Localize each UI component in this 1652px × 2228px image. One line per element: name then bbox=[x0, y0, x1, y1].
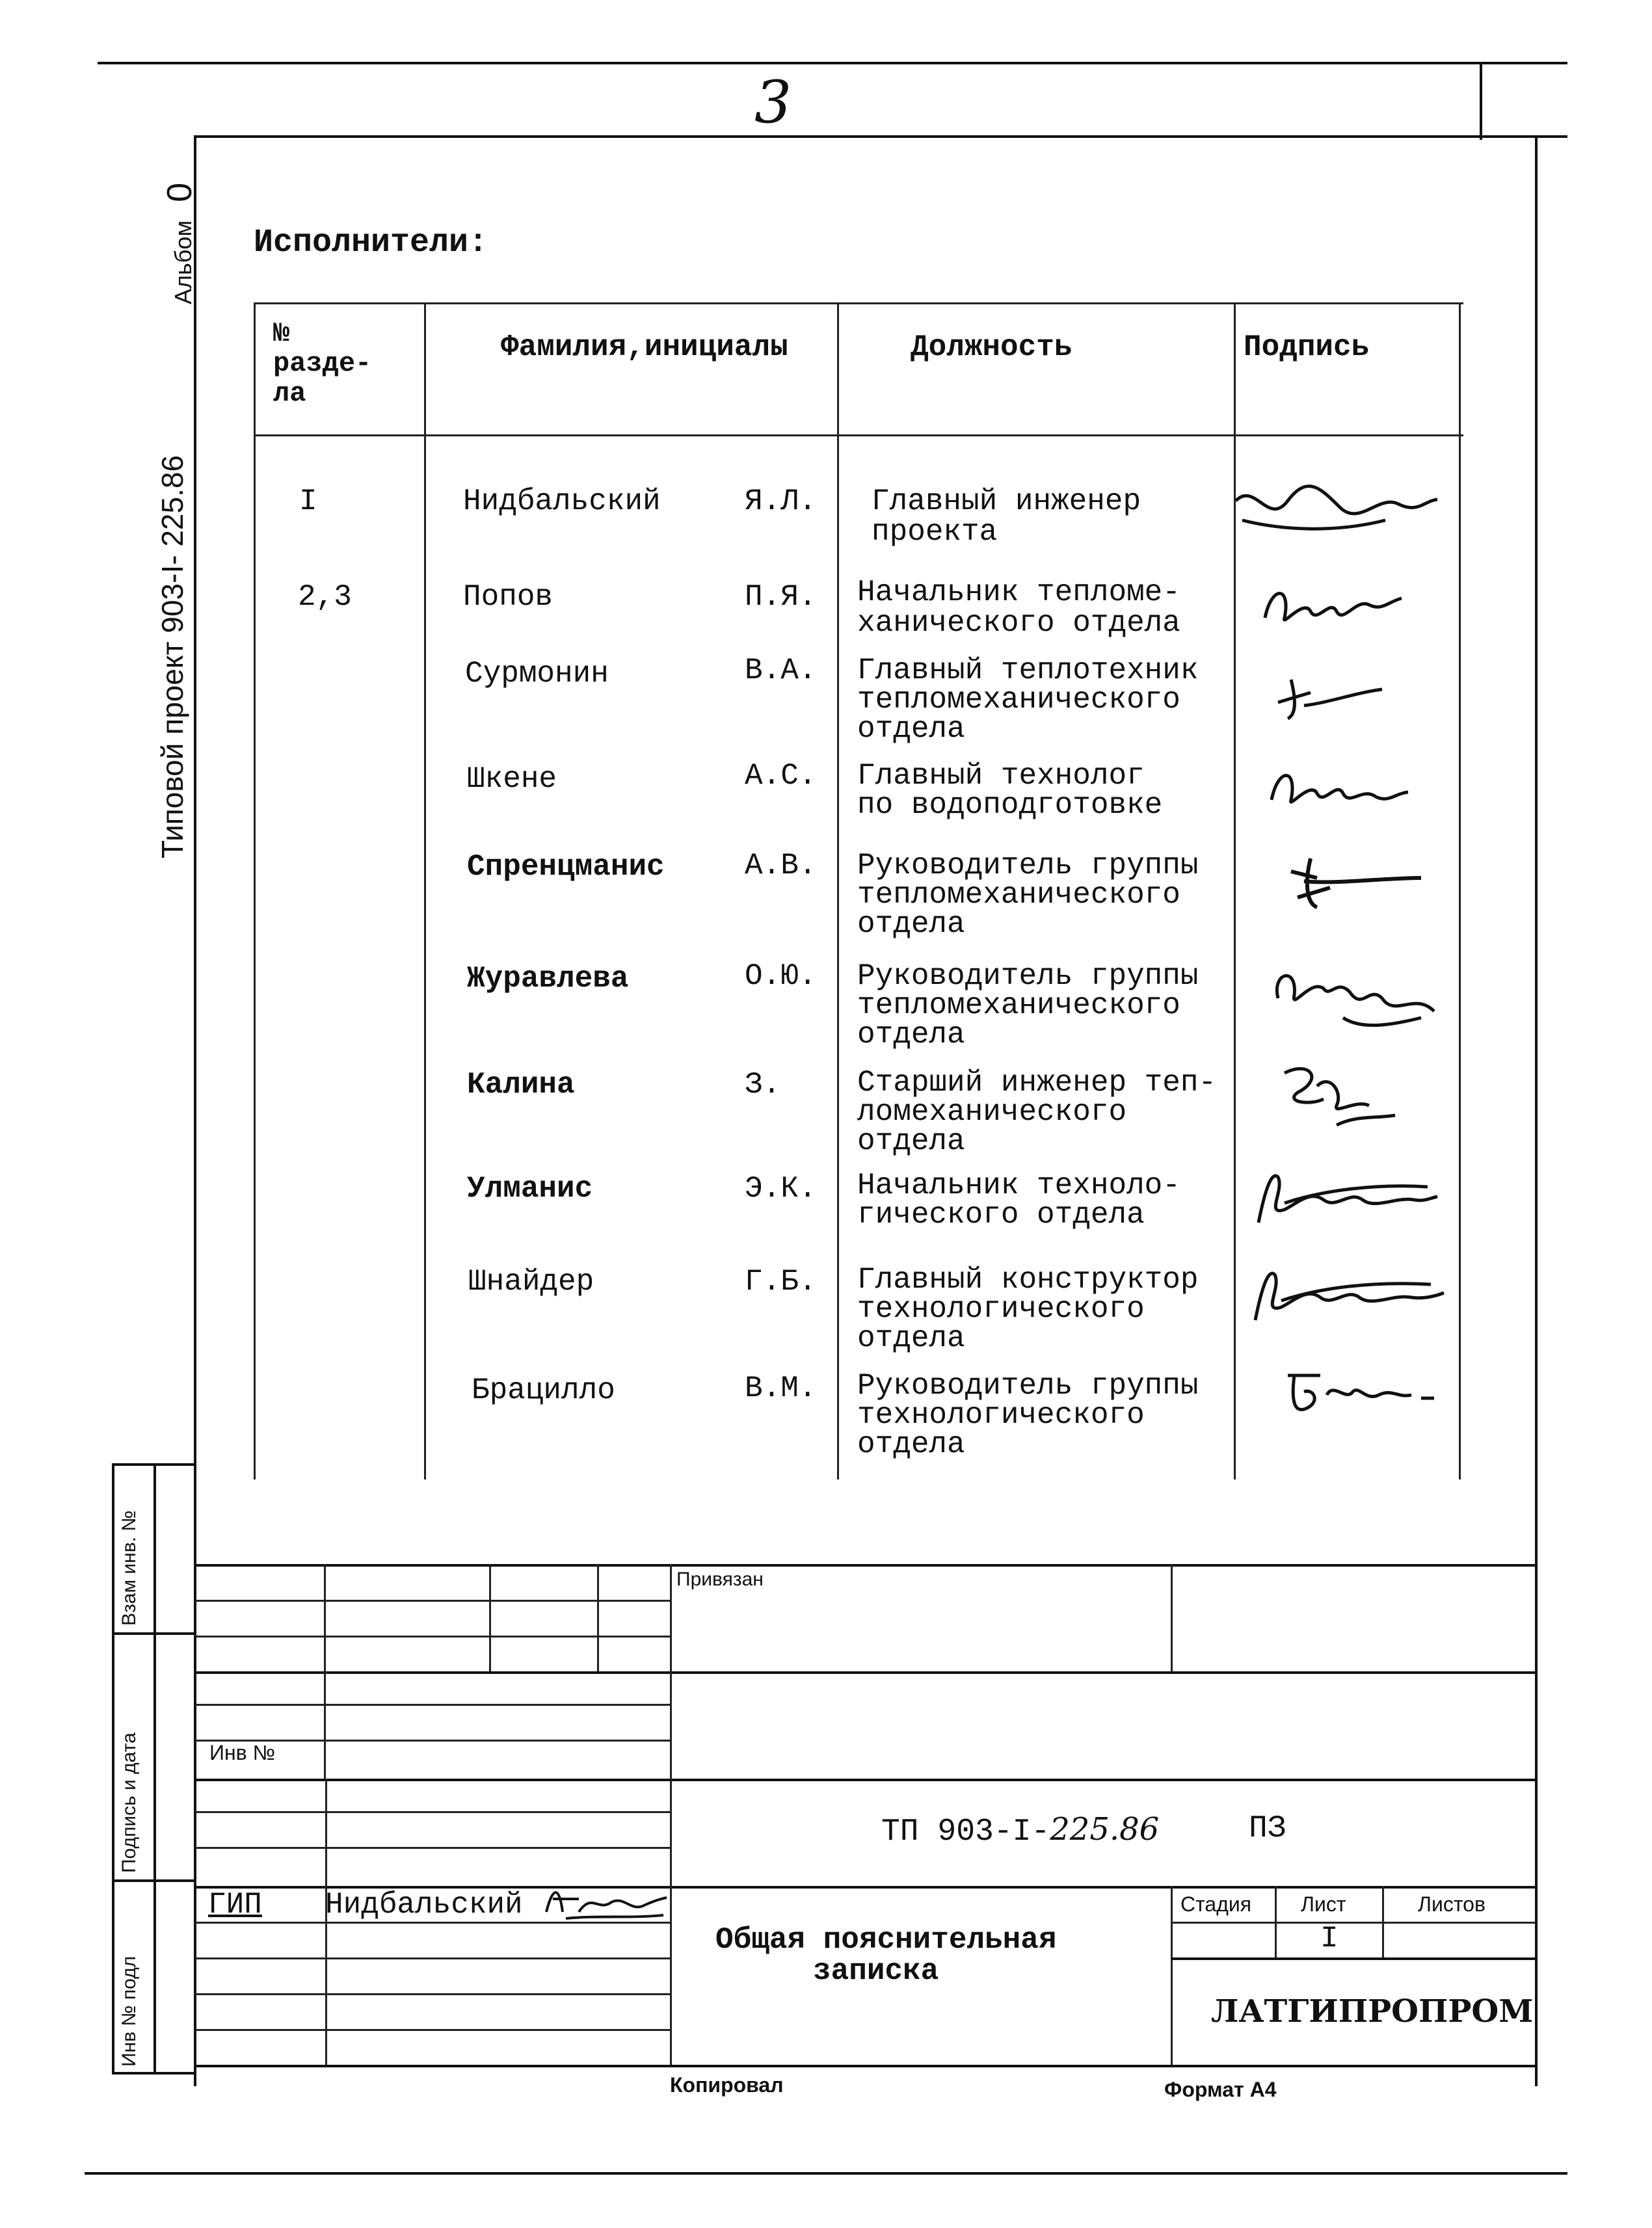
stamp-line bbox=[195, 1811, 670, 1813]
signature-image bbox=[1265, 667, 1395, 725]
list-label: Лист bbox=[1301, 1892, 1346, 1916]
stamp-col-line bbox=[489, 1564, 491, 1671]
row-position-line: ханического отдела bbox=[857, 606, 1180, 640]
signature-image bbox=[1242, 1262, 1450, 1333]
row-surname: Журавлева bbox=[467, 962, 629, 996]
document-code-handwritten: 225.86 bbox=[1050, 1811, 1160, 1848]
row-section: 2,3 bbox=[298, 580, 352, 614]
stadiya-label: Стадия bbox=[1180, 1892, 1252, 1916]
row-initials: А.В. bbox=[745, 849, 817, 882]
side-stamp-mid-line bbox=[153, 1463, 156, 2075]
signature-image bbox=[1246, 1164, 1441, 1236]
album-number: 0 bbox=[160, 182, 199, 202]
row-initials: В.М. bbox=[745, 1372, 817, 1405]
row-surname: Улманис bbox=[467, 1172, 593, 1206]
format-label: Формат А4 bbox=[1164, 2078, 1277, 2101]
table-col-line-4 bbox=[1459, 302, 1461, 1479]
row-position-line: Руководитель группы bbox=[857, 959, 1199, 993]
inv-podl-label: Инв № подл bbox=[118, 1956, 140, 2067]
side-stamp-line-1 bbox=[112, 1632, 196, 1635]
frame-top-line bbox=[195, 135, 1567, 138]
row-position-line: отдела bbox=[857, 712, 965, 746]
row-initials: П.Я. bbox=[745, 580, 817, 614]
row-initials: А.С. bbox=[745, 759, 817, 793]
top-border-line bbox=[98, 62, 1567, 64]
row-initials: В.А. bbox=[745, 654, 817, 687]
row-position-line: тепломеханического bbox=[857, 878, 1180, 912]
document-mark: ПЗ bbox=[1249, 1811, 1286, 1846]
side-stamp-top-line bbox=[112, 1463, 196, 1466]
top-right-divider bbox=[1480, 62, 1482, 140]
row-initials: Э.К. bbox=[745, 1172, 817, 1206]
side-stamp-left-line bbox=[112, 1463, 114, 2075]
stamp-line bbox=[195, 1993, 670, 1995]
header-position: Должность bbox=[911, 330, 1072, 364]
signature-image bbox=[1265, 959, 1447, 1044]
table-header-bottom-line bbox=[254, 434, 1463, 436]
row-position-line: Главный теплотехник bbox=[857, 654, 1199, 687]
row-position-line: Начальник тепломе- bbox=[857, 576, 1180, 609]
stamp-line bbox=[195, 1779, 1535, 1781]
stamp-line bbox=[1171, 1922, 1535, 1924]
row-position-line: тепломеханического bbox=[857, 988, 1180, 1022]
list-value: I bbox=[1320, 1922, 1339, 1956]
executors-heading: Исполнители: bbox=[254, 224, 488, 261]
table-col-line-1 bbox=[424, 302, 426, 1479]
row-position-line: Главный конструктор bbox=[857, 1263, 1199, 1297]
row-position-line: технологического bbox=[857, 1398, 1145, 1432]
row-initials: О.Ю. bbox=[745, 959, 817, 993]
row-initials: Я.Л. bbox=[745, 484, 817, 518]
row-position-line: Главный технолог bbox=[857, 759, 1145, 793]
row-surname: Попов bbox=[463, 580, 553, 614]
signature-image bbox=[1265, 761, 1415, 819]
row-surname: Брацилло bbox=[472, 1373, 615, 1407]
gip-label: ГИП bbox=[208, 1888, 262, 1922]
row-position-line: отдела bbox=[857, 1018, 965, 1052]
signature-image bbox=[1272, 1054, 1402, 1138]
row-surname: Шнайдер bbox=[468, 1265, 594, 1299]
signature-image bbox=[1278, 852, 1428, 917]
row-position-line: технологического bbox=[857, 1292, 1145, 1326]
side-stamp-line-2 bbox=[112, 1879, 196, 1882]
stamp-bottom-line bbox=[195, 2065, 1535, 2067]
row-position-line: по водоподготовке bbox=[857, 788, 1163, 822]
row-surname: Нидбальский bbox=[463, 484, 661, 518]
table-col-line-2 bbox=[837, 302, 839, 1479]
project-label: Типовой проект 903-I- 225.86 bbox=[155, 455, 189, 858]
stamp-col-line bbox=[325, 1779, 327, 2065]
podpis-data-label: Подпись и дата bbox=[118, 1732, 140, 1873]
organization-name: ЛАТГИПРОПРОМ bbox=[1211, 1993, 1534, 2030]
stamp-line bbox=[195, 1671, 1535, 1674]
stamp-line bbox=[195, 2029, 670, 2031]
stamp-col-line bbox=[1171, 1886, 1173, 2065]
row-surname: Шкене bbox=[467, 762, 557, 796]
row-position-line: отдела bbox=[857, 1124, 965, 1158]
page-number: 3 bbox=[754, 68, 792, 137]
row-position-line: Начальник техноло- bbox=[857, 1169, 1180, 1202]
row-initials: Г.Б. bbox=[745, 1265, 817, 1299]
frame-right-line bbox=[1535, 135, 1538, 2086]
gip-name: Нидбальский bbox=[325, 1888, 523, 1922]
row-surname: Сурмонин bbox=[465, 657, 609, 691]
signature-image bbox=[1229, 475, 1444, 540]
inv-no-label: Инв № bbox=[209, 1741, 275, 1764]
row-position-line: ломеханического bbox=[857, 1095, 1127, 1129]
document-title-line: записка bbox=[813, 1954, 939, 1988]
side-stamp-bottom-line bbox=[112, 2072, 196, 2075]
stamp-line bbox=[195, 1957, 670, 1959]
stamp-col-line bbox=[597, 1564, 599, 1671]
row-position-line: гического отдела bbox=[857, 1198, 1145, 1232]
album-text: Альбом bbox=[170, 220, 196, 304]
document-code-text: ТП 903-I- bbox=[881, 1814, 1050, 1850]
table-col-line-0 bbox=[254, 302, 256, 1479]
row-position-line: отдела bbox=[857, 1427, 965, 1461]
row-surname: Спренцманис bbox=[467, 850, 665, 884]
privyazan-label: Привязан bbox=[676, 1569, 764, 1590]
row-position-line: Руководитель группы bbox=[857, 1369, 1199, 1403]
kopiroval-label: Копировал bbox=[670, 2073, 784, 2097]
stamp-col-line bbox=[670, 1564, 672, 2065]
header-signature: Подпись bbox=[1244, 330, 1370, 364]
row-initials: З. bbox=[745, 1068, 781, 1102]
header-section-no: № разде- ла bbox=[273, 318, 372, 409]
row-position-line: Руководитель группы bbox=[857, 849, 1199, 882]
table-top-line bbox=[254, 302, 1463, 304]
vzam-inv-label: Взам инв. № bbox=[118, 1510, 140, 1626]
row-position-line: тепломеханического bbox=[857, 683, 1180, 717]
gip-signature-image bbox=[540, 1879, 670, 1925]
row-position-line: проекта bbox=[872, 515, 998, 549]
row-surname: Калина bbox=[467, 1068, 575, 1102]
stamp-line bbox=[195, 1847, 670, 1849]
stamp-top-line bbox=[195, 1564, 1535, 1567]
row-section: I bbox=[299, 484, 317, 518]
stamp-line bbox=[195, 1704, 670, 1706]
stamp-line bbox=[1171, 1957, 1535, 1960]
stamp-col-line bbox=[1171, 1564, 1173, 1671]
row-position-line: отдела bbox=[857, 1321, 965, 1355]
bottom-page-line bbox=[85, 2172, 1567, 2175]
stamp-col-line bbox=[324, 1564, 326, 1779]
document-title-line: Общая пояснительная bbox=[715, 1923, 1057, 1957]
album-label bbox=[159, 183, 200, 304]
signature-image bbox=[1275, 1362, 1444, 1427]
document-code bbox=[881, 1811, 1159, 1850]
row-position-line: Старший инженер теп- bbox=[857, 1066, 1217, 1100]
row-position-line: отдела bbox=[857, 907, 965, 941]
header-name: Фамилия,инициалы bbox=[501, 330, 788, 364]
row-position-line: Главный инженер bbox=[872, 484, 1141, 518]
frame-left-line bbox=[194, 135, 196, 2086]
listov-label: Листов bbox=[1418, 1892, 1485, 1916]
signature-image bbox=[1259, 579, 1408, 637]
